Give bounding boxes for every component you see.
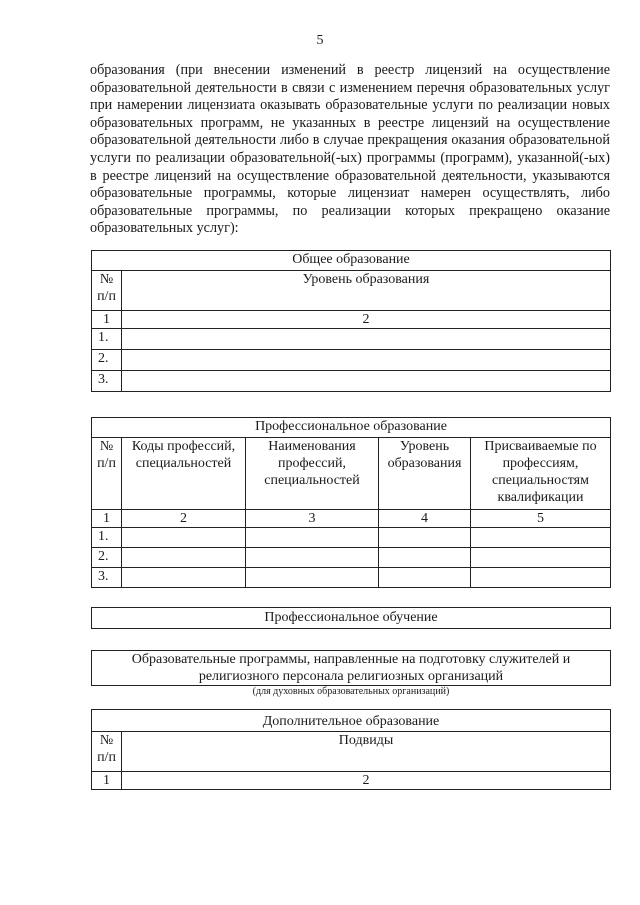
empty-cell (471, 568, 611, 588)
additional-education-title: Дополнительное образование (92, 710, 611, 732)
header-subtypes: Подвиды (122, 732, 611, 772)
header-qualifications: Присваиваемые по профессиям, специальностям квалификации (471, 438, 611, 510)
general-education-title: Общее образование (92, 251, 611, 271)
header-codes: Коды профессий, специальностей (122, 438, 246, 510)
empty-cell (122, 568, 246, 588)
empty-cell (122, 350, 611, 371)
page-number: 5 (316, 33, 324, 48)
header-number: № п/п (92, 732, 122, 772)
column-number: 2 (122, 510, 246, 528)
empty-cell (246, 528, 379, 548)
row-number: 3. (92, 568, 122, 588)
column-number: 1 (92, 772, 122, 790)
empty-cell (122, 548, 246, 568)
empty-cell (379, 528, 471, 548)
column-number: 2 (122, 311, 611, 329)
professional-training-box (91, 607, 611, 629)
row-number: 1. (92, 329, 122, 350)
empty-cell (471, 528, 611, 548)
table-row (92, 350, 611, 371)
table-row (92, 548, 611, 568)
professional-education-table (91, 417, 611, 588)
empty-cell (379, 568, 471, 588)
header-level: Уровень образования (122, 271, 611, 311)
table-row (92, 528, 611, 548)
empty-cell (471, 548, 611, 568)
column-number: 5 (471, 510, 611, 528)
professional-training-title: Профессиональное обучение (264, 610, 438, 625)
empty-cell (379, 548, 471, 568)
row-number: 2. (92, 350, 122, 371)
table-row (92, 371, 611, 392)
header-number: № п/п (92, 438, 122, 510)
additional-education-table (91, 709, 611, 790)
table-row (92, 568, 611, 588)
empty-cell (122, 371, 611, 392)
empty-cell (246, 568, 379, 588)
religious-programs-title: Образовательные программы, направленные на подготовку служителей и религиозного персонала религиозных организаций (131, 652, 571, 684)
header-level: Уровень образования (379, 438, 471, 510)
religious-programs-box (91, 650, 611, 686)
header-names: Наименования профессий, специальностей (246, 438, 379, 510)
empty-cell (122, 329, 611, 350)
empty-cell (122, 528, 246, 548)
column-number: 4 (379, 510, 471, 528)
row-number: 3. (92, 371, 122, 392)
row-number: 1. (92, 528, 122, 548)
column-number: 1 (92, 510, 122, 528)
religious-programs-note: (для духовных образовательных организаций) (252, 686, 450, 697)
column-number: 3 (246, 510, 379, 528)
header-number: № п/п (92, 271, 122, 311)
intro-paragraph (90, 62, 610, 238)
row-number: 2. (92, 548, 122, 568)
empty-cell (246, 548, 379, 568)
column-number: 2 (122, 772, 611, 790)
professional-education-title: Профессиональное образование (92, 418, 611, 438)
table-row (92, 329, 611, 350)
column-number: 1 (92, 311, 122, 329)
intro-text: образования (при внесении изменений в реестр лицензий на осуществление образовательной деятельности в связи с изменением перечня образовательных услуг при намерении лицензиата оказывать образовательные услуги по реализации новых образовательных программ, не указанных в реестре лицензий на осуществление образовательной деятельности либо в случае прекращения оказания образовательной услуги по реализации образовательной(-ых) программы (программ), указанной(-ых) в реестре лицензий на осуществление образовательной деятельности, указываются образовательные программы, которые лицензиат намерен осуществлять, либо образовательные программы, по реализации которых прекращено оказание образовательных услуг): (90, 62, 610, 237)
general-education-table (91, 250, 611, 392)
